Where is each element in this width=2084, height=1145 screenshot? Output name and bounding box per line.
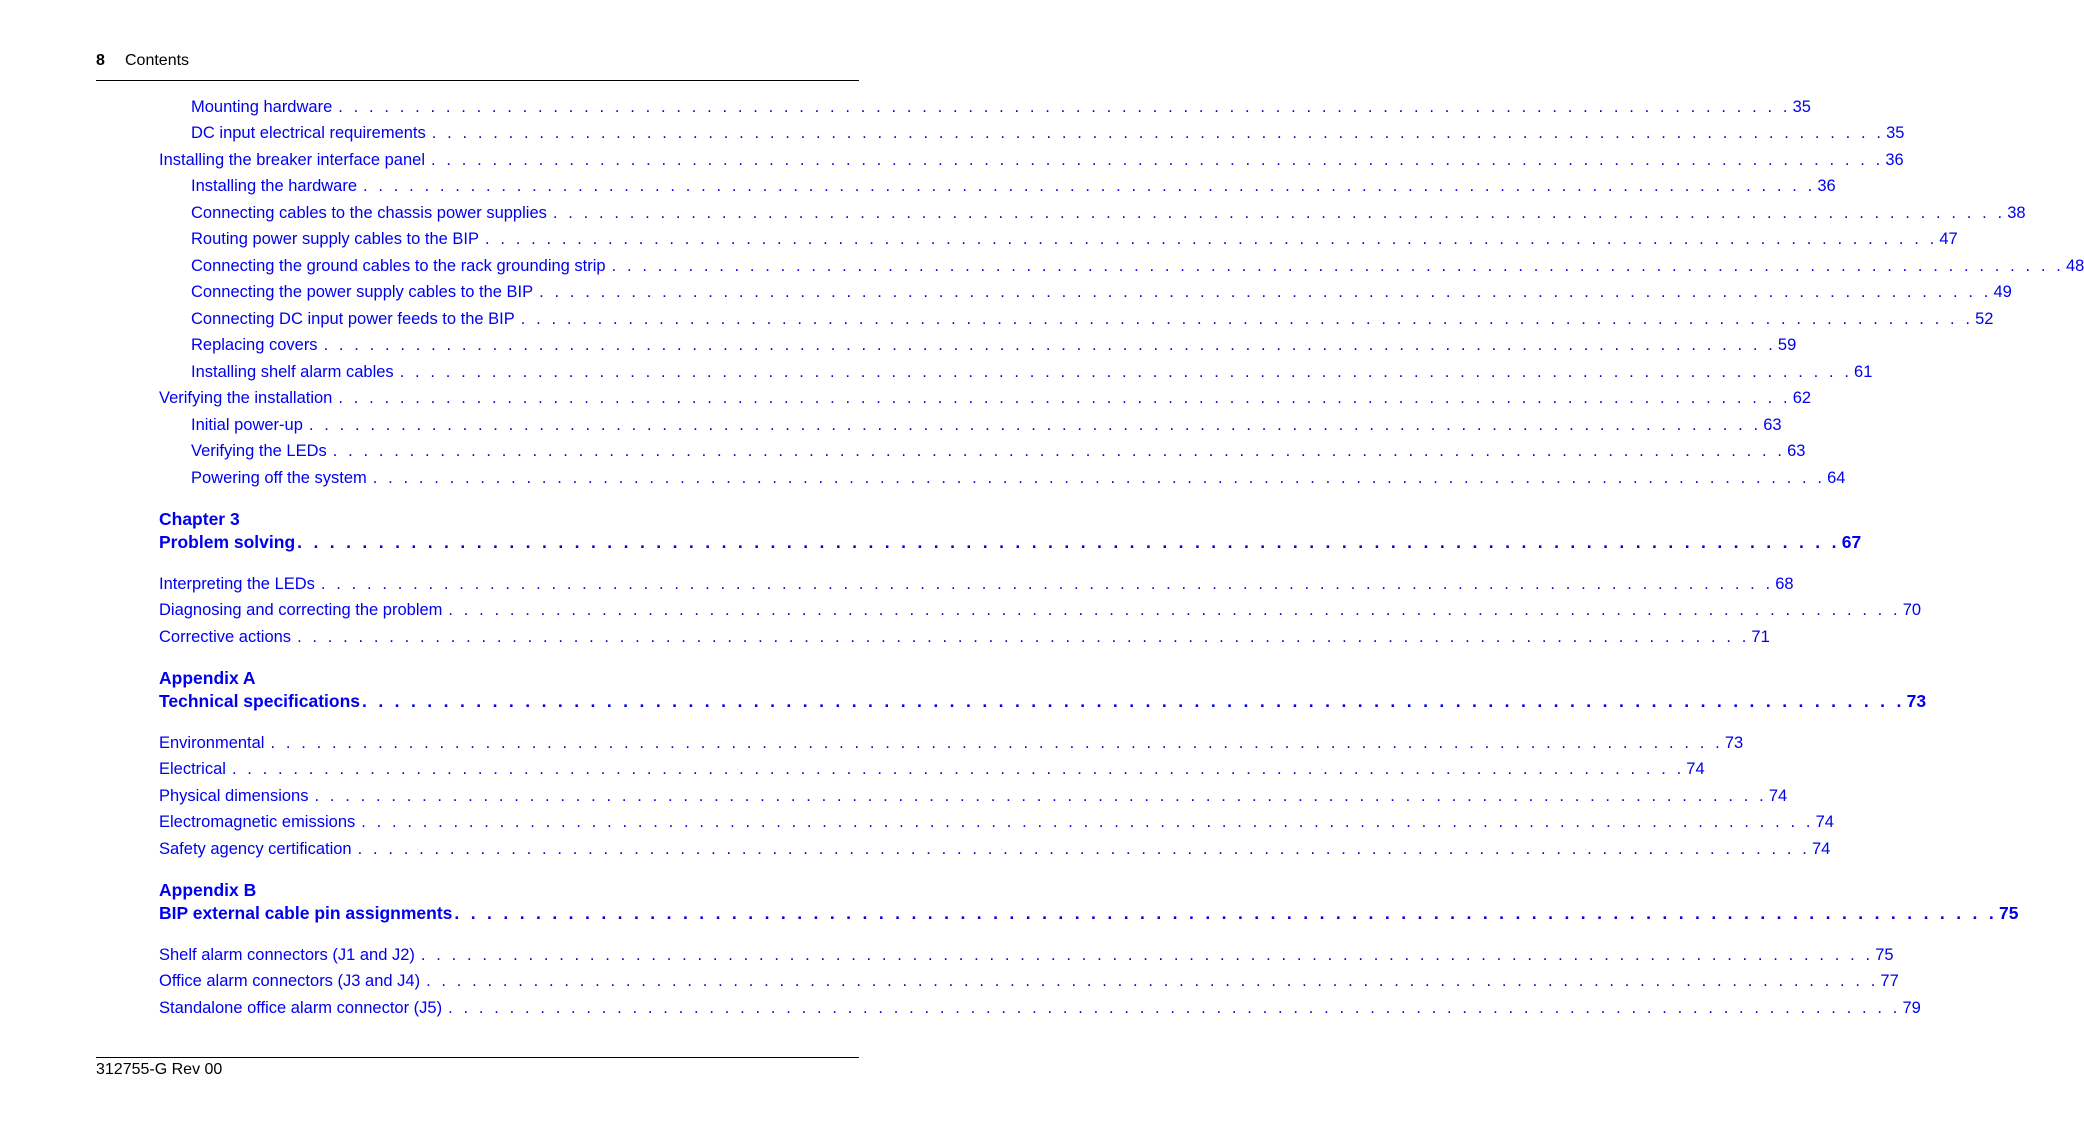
toc-entry[interactable] [191, 363, 1873, 385]
toc-entry-label: Physical dimensions [159, 787, 309, 805]
toc-entry-page: 52 [1975, 310, 1994, 328]
toc-entry[interactable] [191, 230, 1958, 252]
toc-entry[interactable] [159, 972, 1899, 994]
dot-leader: . . . . . . . . . . . . . . . . . . . . . . . . . . . . . . . . . . . . . . . . . . . . . . . . . . . . . . . . . . . . . . . . . . . . . . . . . . . . . . . . . . . . . . . . . . . . . . . [539, 283, 1992, 301]
chapter-title-entry[interactable] [159, 532, 1862, 556]
toc-entry[interactable] [159, 734, 1744, 756]
toc-entry-label: Electrical [159, 760, 226, 778]
dot-leader: . . . . . . . . . . . . . . . . . . . . . . . . . . . . . . . . . . . . . . . . . . . . . . . . . . . . . . . . . . . . . . . . . . . . . . . . . . . . . . . . . . . . . . . . . . . . . . . [323, 336, 1776, 354]
dot-leader: . . . . . . . . . . . . . . . . . . . . . . . . . . . . . . . . . . . . . . . . . . . . . . . . . . . . . . . . . . . . . . . . . . . . . . . . . . . . . . . . . . . . . . . . . . . . . . . [320, 575, 1774, 593]
toc-entry-label: Replacing covers [191, 336, 318, 354]
dot-leader: . . . . . . . . . . . . . . . . . . . . . . . . . . . . . . . . . . . . . . . . . . . . . . . . . . . . . . . . . . . . . . . . . . . . . . . . . . . . . . . . . . . . . . . . . . . . . . . [454, 903, 1998, 923]
toc-entry-page: 61 [1854, 363, 1873, 381]
toc-entry-page: 70 [1902, 601, 1922, 619]
chapter-title: Problem solving [159, 532, 296, 552]
dot-leader: . . . . . . . . . . . . . . . . . . . . . . . . . . . . . . . . . . . . . . . . . . . . . . . . . . . . . . . . . . . . . . . . . . . . . . . . . . . . . . . . . . . . . . . . . . . . . . . [338, 98, 1791, 116]
toc-entry-label: Interpreting the LEDs [159, 575, 315, 593]
dot-leader: . . . . . . . . . . . . . . . . . . . . . . . . . . . . . . . . . . . . . . . . . . . . . . . . . . . . . . . . . . . . . . . . . . . . . . . . . . . . . . . . . . . . . . . . . . . . . . . [297, 532, 1840, 552]
document-id: 312755-G Rev 00 [96, 1061, 223, 1078]
toc-entry-label: Connecting the power supply cables to the BIP [191, 283, 534, 301]
toc-entry[interactable] [159, 999, 1921, 1021]
toc-entry-page: 62 [1792, 389, 1812, 407]
appendix-title-entry[interactable] [159, 691, 1927, 715]
toc-entry-page: 59 [1777, 336, 1797, 354]
dot-leader: . . . . . . . . . . . . . . . . . . . . . . . . . . . . . . . . . . . . . . . . . . . . . . . . . . . . . . . . . . . . . . . . . . . . . . . . . . . . . . . . . . . . . . . . . . . . . . . [314, 787, 1767, 805]
dot-leader: . . . . . . . . . . . . . . . . . . . . . . . . . . . . . . . . . . . . . . . . . . . . . . . . . . . . . . . . . . . . . . . . . . . . . . . . . . . . . . . . . . . . . . . . . . . . . . . [399, 363, 1853, 381]
toc-entry-label: Verifying the installation [159, 389, 333, 407]
toc-entry-page: 71 [1751, 628, 1770, 646]
dot-leader: . . . . . . . . . . . . . . . . . . . . . . . . . . . . . . . . . . . . . . . . . . . . . . . . . . . . . . . . . . . . . . . . . . . . . . . . . . . . . . . . . . . . . . . . . . . . . . . [420, 946, 1874, 964]
toc-entry-page: 35 [1792, 98, 1811, 116]
dot-leader: . . . . . . . . . . . . . . . . . . . . . . . . . . . . . . . . . . . . . . . . . . . . . . . . . . . . . . . . . . . . . . . . . . . . . . . . . . . . . . . . . . . . . . . . . . . . . . . [363, 177, 1816, 195]
toc-entry[interactable] [159, 840, 1831, 862]
dot-leader: . . . . . . . . . . . . . . . . . . . . . . . . . . . . . . . . . . . . . . . . . . . . . . . . . . . . . . . . . . . . . . . . . . . . . . . . . . . . . . . . . . . . . . . . . . . . . . . [332, 442, 1786, 460]
chapter-heading[interactable]: Chapter 3 [159, 509, 240, 529]
toc-entry[interactable] [159, 628, 1770, 650]
toc-entry[interactable] [191, 283, 2012, 305]
toc-entry-label: Powering off the system [191, 469, 367, 487]
toc-entry[interactable] [191, 177, 1836, 199]
dot-leader: . . . . . . . . . . . . . . . . . . . . . . . . . . . . . . . . . . . . . . . . . . . . . . . . . . . . . . . . . . . . . . . . . . . . . . . . . . . . . . . . . . . . . . . . . . . . . . . [426, 972, 1879, 990]
toc-entry-label: Connecting the ground cables to the rack grounding strip [191, 257, 606, 275]
toc-entry[interactable] [159, 601, 1922, 623]
page-title: Contents [125, 52, 190, 69]
toc-entry-label: Corrective actions [159, 628, 292, 646]
toc-entry-label: Safety agency certification [159, 840, 352, 858]
appendix-title-entry[interactable] [159, 903, 2019, 927]
toc-entry[interactable] [159, 787, 1788, 809]
toc-entry[interactable] [191, 124, 1905, 146]
toc-entry-page: 74 [1768, 787, 1788, 805]
toc-entry-page: 63 [1787, 442, 1806, 460]
page-footer [96, 1057, 859, 1078]
toc-entry[interactable] [191, 310, 1994, 332]
toc-entry-label: Installing the hardware [191, 177, 358, 195]
toc-entry[interactable] [159, 946, 1894, 968]
page-header [96, 52, 859, 81]
toc-entry-label: Electromagnetic emissions [159, 813, 356, 831]
dot-leader: . . . . . . . . . . . . . . . . . . . . . . . . . . . . . . . . . . . . . . . . . . . . . . . . . . . . . . . . . . . . . . . . . . . . . . . . . . . . . . . . . . . . . . . . . . . . . . . [448, 999, 1901, 1017]
dot-leader: . . . . . . . . . . . . . . . . . . . . . . . . . . . . . . . . . . . . . . . . . . . . . . . . . . . . . . . . . . . . . . . . . . . . . . . . . . . . . . . . . . . . . . . . . . . . . . . [297, 628, 1750, 646]
dot-leader: . . . . . . . . . . . . . . . . . . . . . . . . . . . . . . . . . . . . . . . . . . . . . . . . . . . . . . . . . . . . . . . . . . . . . . . . . . . . . . . . . . . . . . . . . . . . . . . [270, 734, 1723, 752]
appendix-page: 75 [1999, 903, 2019, 923]
toc-entry-page: 36 [1817, 177, 1836, 195]
toc-entry-label: Standalone office alarm connector (J5) [159, 999, 443, 1017]
toc-entry-label: Shelf alarm connectors (J1 and J2) [159, 946, 415, 964]
toc-entry-label: Initial power-up [191, 416, 303, 434]
toc-entry-page: 38 [2007, 204, 2026, 222]
toc-entry-label: DC input electrical requirements [191, 124, 426, 142]
toc-entry-label: Diagnosing and correcting the problem [159, 601, 443, 619]
dot-leader: . . . . . . . . . . . . . . . . . . . . . . . . . . . . . . . . . . . . . . . . . . . . . . . . . . . . . . . . . . . . . . . . . . . . . . . . . . . . . . . . . . . . . . . . . . . . . . . [520, 310, 1974, 328]
toc-entry-page: 49 [1993, 283, 2012, 301]
toc-entry-label: Routing power supply cables to the BIP [191, 230, 480, 248]
toc-entry[interactable] [191, 416, 1782, 438]
toc-entry[interactable] [159, 389, 1812, 411]
chapter-page: 67 [1841, 532, 1862, 552]
appendix-title: Technical specifications [159, 691, 360, 711]
dot-leader: . . . . . . . . . . . . . . . . . . . . . . . . . . . . . . . . . . . . . . . . . . . . . . . . . . . . . . . . . . . . . . . . . . . . . . . . . . . . . . . . . . . . . . . . . . . . . . . [448, 601, 1901, 619]
toc-entry-page: 64 [1827, 469, 1846, 487]
toc-entry[interactable] [191, 257, 2084, 279]
appendix-heading[interactable]: Appendix B [159, 880, 257, 900]
page-number: 8 [96, 52, 105, 69]
toc-entry-label: Office alarm connectors (J3 and J4) [159, 972, 421, 990]
toc-entry-page: 74 [1686, 760, 1705, 778]
toc-entry-label: Verifying the LEDs [191, 442, 327, 460]
dot-leader: . . . . . . . . . . . . . . . . . . . . . . . . . . . . . . . . . . . . . . . . . . . . . . . . . . . . . . . . . . . . . . . . . . . . . . . . . . . . . . . . . . . . . . . . . . . . . . . [431, 124, 1885, 142]
toc-entry[interactable] [191, 98, 1811, 120]
toc-entry-page: 63 [1763, 416, 1782, 434]
dot-leader: . . . . . . . . . . . . . . . . . . . . . . . . . . . . . . . . . . . . . . . . . . . . . . . . . . . . . . . . . . . . . . . . . . . . . . . . . . . . . . . . . . . . . . . . . . . . . . . [308, 416, 1762, 434]
toc-entry[interactable] [159, 575, 1794, 597]
toc-entry-page: 74 [1815, 813, 1834, 831]
toc-entry-page: 74 [1811, 840, 1831, 858]
toc-entry-label: Connecting DC input power feeds to the BIP [191, 310, 515, 328]
dot-leader: . . . . . . . . . . . . . . . . . . . . . . . . . . . . . . . . . . . . . . . . . . . . . . . . . . . . . . . . . . . . . . . . . . . . . . . . . . . . . . . . . . . . . . . . . . . . . . . [485, 230, 1938, 248]
toc-entry[interactable] [159, 760, 1705, 782]
appendix-title: BIP external cable pin assignments [159, 903, 453, 923]
dot-leader: . . . . . . . . . . . . . . . . . . . . . . . . . . . . . . . . . . . . . . . . . . . . . . . . . . . . . . . . . . . . . . . . . . . . . . . . . . . . . . . . . . . . . . . . . . . . . . . [552, 204, 2006, 222]
toc-entry[interactable] [191, 442, 1806, 464]
dot-leader: . . . . . . . . . . . . . . . . . . . . . . . . . . . . . . . . . . . . . . . . . . . . . . . . . . . . . . . . . . . . . . . . . . . . . . . . . . . . . . . . . . . . . . . . . . . . . . . [362, 691, 1905, 711]
toc-entry-page: 75 [1875, 946, 1894, 964]
appendix-page: 73 [1906, 691, 1927, 711]
toc-entry-page: 68 [1775, 575, 1794, 593]
appendix-heading[interactable]: Appendix A [159, 668, 256, 688]
toc-entry[interactable] [191, 336, 1797, 358]
toc-entry-label: Installing shelf alarm cables [191, 363, 394, 381]
toc-entry-page: 36 [1885, 151, 1904, 169]
dot-leader: . . . . . . . . . . . . . . . . . . . . . . . . . . . . . . . . . . . . . . . . . . . . . . . . . . . . . . . . . . . . . . . . . . . . . . . . . . . . . . . . . . . . . . . . . . . . . . . [431, 151, 1884, 169]
toc-entry-page: 73 [1724, 734, 1744, 752]
toc-entry[interactable] [159, 813, 1834, 835]
dot-leader: . . . . . . . . . . . . . . . . . . . . . . . . . . . . . . . . . . . . . . . . . . . . . . . . . . . . . . . . . . . . . . . . . . . . . . . . . . . . . . . . . . . . . . . . . . . . . . . [338, 389, 1791, 407]
toc-entry-page: 47 [1939, 230, 1958, 248]
toc-entry-label: Connecting cables to the chassis power supplies [191, 204, 547, 222]
toc-entry-page: 77 [1880, 972, 1899, 990]
dot-leader: . . . . . . . . . . . . . . . . . . . . . . . . . . . . . . . . . . . . . . . . . . . . . . . . . . . . . . . . . . . . . . . . . . . . . . . . . . . . . . . . . . . . . . . . . . . . . . . [611, 257, 2064, 275]
toc-entry[interactable] [191, 469, 1846, 491]
toc-entry-page: 35 [1886, 124, 1905, 142]
dot-leader: . . . . . . . . . . . . . . . . . . . . . . . . . . . . . . . . . . . . . . . . . . . . . . . . . . . . . . . . . . . . . . . . . . . . . . . . . . . . . . . . . . . . . . . . . . . . . . . [231, 760, 1685, 778]
dot-leader: . . . . . . . . . . . . . . . . . . . . . . . . . . . . . . . . . . . . . . . . . . . . . . . . . . . . . . . . . . . . . . . . . . . . . . . . . . . . . . . . . . . . . . . . . . . . . . . [372, 469, 1826, 487]
toc-entry[interactable] [159, 151, 1904, 173]
toc-entry-label: Installing the breaker interface panel [159, 151, 425, 169]
toc-entry-label: Mounting hardware [191, 98, 333, 116]
toc-entry-page: 48 [2065, 257, 2084, 275]
toc-entry-page: 79 [1902, 999, 1921, 1017]
toc-entry-label: Environmental [159, 734, 265, 752]
dot-leader: . . . . . . . . . . . . . . . . . . . . . . . . . . . . . . . . . . . . . . . . . . . . . . . . . . . . . . . . . . . . . . . . . . . . . . . . . . . . . . . . . . . . . . . . . . . . . . . [357, 840, 1810, 858]
toc-entry[interactable] [191, 204, 2026, 226]
dot-leader: . . . . . . . . . . . . . . . . . . . . . . . . . . . . . . . . . . . . . . . . . . . . . . . . . . . . . . . . . . . . . . . . . . . . . . . . . . . . . . . . . . . . . . . . . . . . . . . [361, 813, 1814, 831]
